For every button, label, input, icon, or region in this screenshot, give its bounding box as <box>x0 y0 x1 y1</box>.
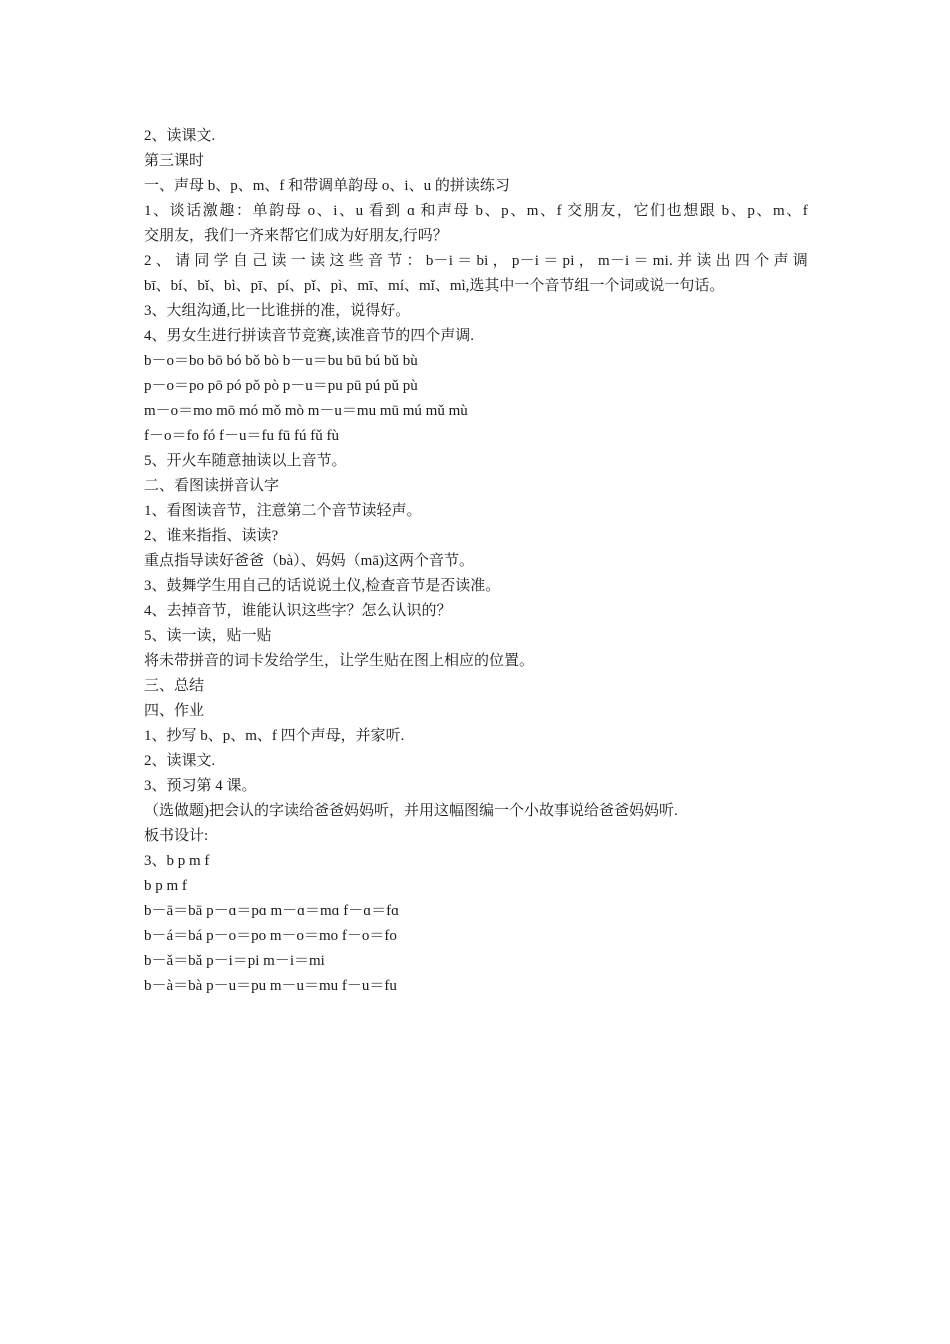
text-line: 交朋友，我们一齐来帮它们成为好朋友,行吗？ <box>144 228 448 244</box>
board-line: 3、b p m f <box>144 853 210 869</box>
section-heading: 板书设计: <box>144 828 209 844</box>
pinyin-line: p－o＝po pō pó pǒ pò p－u＝pu pū pú pǔ pù <box>144 378 418 394</box>
text-line: 2、谁来指指、读读? <box>144 528 279 544</box>
text-line: 3、预习第 4 课。 <box>144 778 257 794</box>
text-line: 1、抄写 b、p、m、f 四个声母，并家听. <box>144 728 405 744</box>
pinyin-line: b－ā＝bā p－ɑ＝pɑ m－ɑ＝mɑ f－ɑ＝fɑ <box>144 903 399 919</box>
text-line: 2、请同学自己读一读这些音节：b－i＝bi，p－i＝pi，m－i＝mi.并读出四个声调 <box>144 253 808 269</box>
text-line: 5、开火车随意抽读以上音节。 <box>144 453 347 469</box>
text-line: 2、读课文. <box>144 753 216 769</box>
pinyin-line: b－à＝bà p－u＝pu m－u＝mu f－u＝fu <box>144 978 397 994</box>
text-line: 4、去掉音节，谁能认识这些字？怎么认识的？ <box>144 603 452 619</box>
text-line: 1、看图读音节，注意第二个音节读轻声。 <box>144 503 422 519</box>
pinyin-line: b－ǎ＝bǎ p－i＝pi m－i＝mi <box>144 953 325 969</box>
section-heading: 一、声母 b、p、m、f 和带调单韵母 o、i、u 的拼读练习 <box>144 178 510 194</box>
text-line: 3、大组沟通,比一比谁拼的准，说得好。 <box>144 303 411 319</box>
text-line: 4、男女生进行拼读音节竞赛,读准音节的四个声调. <box>144 328 475 344</box>
board-line: b p m f <box>144 878 187 894</box>
pinyin-line: m－o＝mo mō mó mǒ mò m－u＝mu mū mú mǔ mù <box>144 403 468 419</box>
text-line: 2、读课文. <box>144 128 216 144</box>
section-heading: 四、作业 <box>144 703 205 719</box>
text-line: 重点指导读好爸爸（bà）、妈妈（mā)这两个音节。 <box>144 553 474 569</box>
text-line: 5、读一读，贴一贴 <box>144 628 272 644</box>
pinyin-line: f－o＝fo fó f－u＝fu fū fú fǔ fù <box>144 428 339 444</box>
document-body <box>144 124 808 999</box>
text-line: 3、鼓舞学生用自己的话说说土仪,检查音节是否读准。 <box>144 578 501 594</box>
text-line: 1、谈话激趣：单韵母 o、i、u 看到 ɑ 和声母 b、p、m、f 交朋友，它们也想跟 b、p、m、f <box>144 203 808 219</box>
section-heading: 三、总结 <box>144 678 205 694</box>
section-heading: 第三课时 <box>144 153 205 169</box>
text-line: 将未带拼音的词卡发给学生，让学生贴在图上相应的位置。 <box>144 653 535 669</box>
text-line: （选做题)把会认的字读给爸爸妈妈听，并用这幅图编一个小故事说给爸爸妈妈听. <box>144 803 678 819</box>
pinyin-line: b－o＝bo bō bó bǒ bò b－u＝bu bū bú bǔ bù <box>144 353 418 369</box>
text-line: bī、bí、bǐ、bì、pī、pí、pǐ、pì、mī、mí、mǐ、mì,选其中一个音节组一个词或说一句话。 <box>144 278 725 294</box>
section-heading: 二、看图读拼音认字 <box>144 478 280 494</box>
pinyin-line: b－á＝bá p－o＝po m－o＝mo f－o＝fo <box>144 928 397 944</box>
